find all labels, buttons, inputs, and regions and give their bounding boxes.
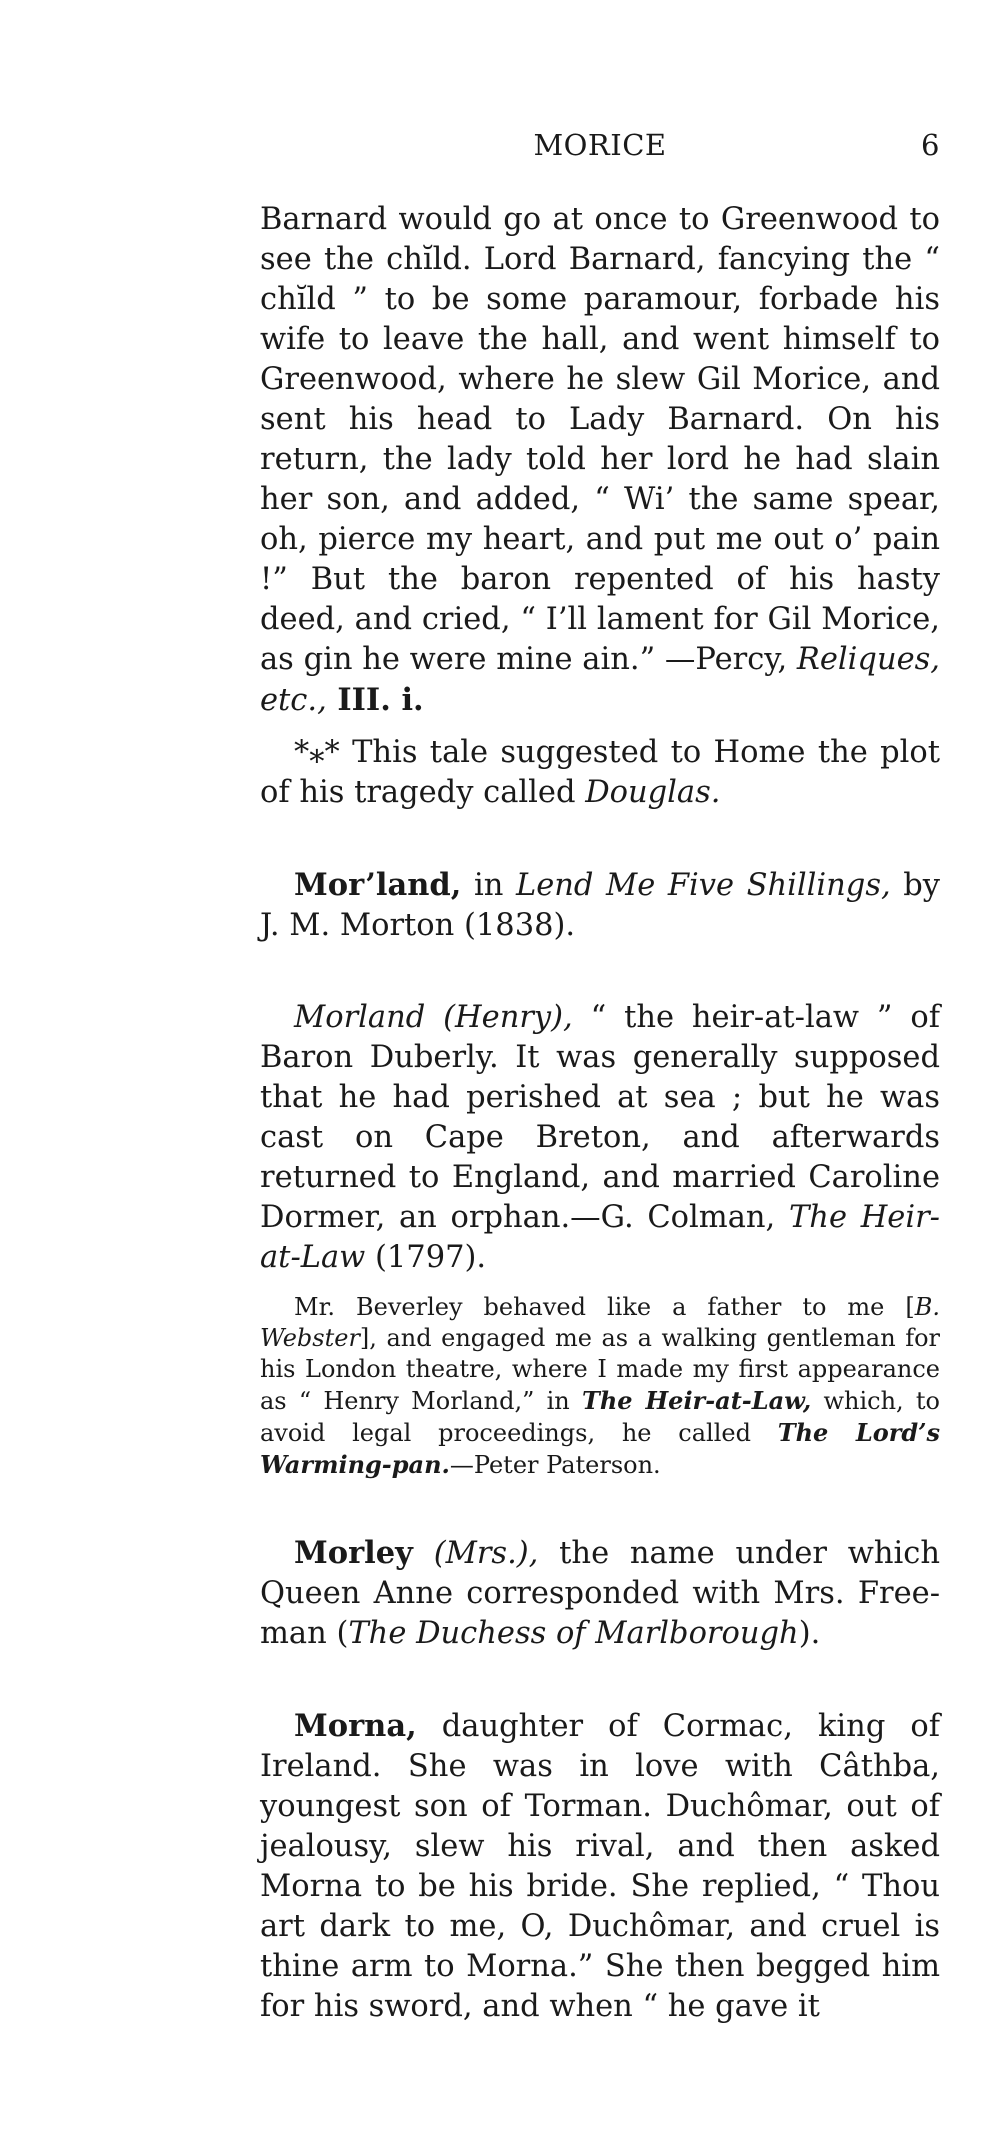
entry-text: the name under which Queen Anne corresponded with Mrs. Freeman ( [260, 1536, 940, 1651]
text-column [260, 200, 940, 2027]
running-head [260, 128, 940, 172]
page-number: 6 [921, 128, 940, 162]
entry-text: by J. M. Morton (1838). [260, 868, 940, 943]
entry-text: Barnard would go at once to Greenwood to see the chĭld. Lord Barnard, fancying the “ chĭld ” to be some paramour, forbade his wife to leave the hall, and went himself to Greenwood, where he slew Gil Morice, and sent his head to Lady Barnard. On his return, the lady told her lord he had slain her son, and added, “ Wi’ the same spear, oh, pierce my heart, and put me out o’ pain !” But the baron repented of his hasty deed, and cried, “ I’ll lament for Gil Morice, as gin he were mine ain.” —Percy, [260, 202, 940, 677]
quote-reference: B. Webster [260, 1293, 940, 1352]
entry-text: in [461, 868, 516, 903]
note-text: This tale suggested to Home the plot of his tragedy called [260, 735, 940, 810]
headword-qualifier: (Henry), [443, 1000, 573, 1035]
play-title: The Lord’s Warming-pan. [260, 1418, 940, 1479]
quote-text: which, to avoid legal proceedings, he called [260, 1387, 940, 1447]
source-reference: III. i. [326, 682, 424, 718]
quote-text: ], and engaged me as a walking gentleman for his London theatre, where I made my first appearance as “ Henry Morland,” in [260, 1324, 940, 1415]
headword: Mor’land, [294, 867, 462, 903]
headword: Morland [294, 1000, 426, 1035]
quote-text: Mr. Beverley behaved like a father to me [ [294, 1293, 915, 1321]
entry-morland-henry [260, 998, 940, 1278]
headword-qualifier: (Mrs.), [433, 1536, 539, 1571]
note-asterism: *⁎* [294, 735, 340, 770]
entry-morna [260, 1706, 940, 2027]
source-title: Reliques, etc., [260, 642, 940, 718]
entry-text: (1797). [365, 1240, 487, 1275]
running-title: MORICE [533, 128, 667, 162]
entry-gil-morice-continued [260, 200, 940, 721]
entry-morland [260, 865, 940, 946]
entry-note-douglas [260, 733, 940, 813]
play-title: The Heir-at-Law [260, 1200, 940, 1275]
quotation-peter-paterson [260, 1292, 940, 1481]
entry-text: daughter of Cormac, king of Ireland. She was in love with Câthba, youngest son of Torman. Duchômar, out of jealousy, slew his rival, and then asked Morna to be his bride. She replied, “ Thou art dark to me, O, Duchômar, and cruel is thine arm to Morna.” She then begged him for his sword, and when “ he gave it [260, 1709, 940, 2024]
entry-text: ). [798, 1616, 821, 1651]
play-title: The Heir-at-Law, [581, 1386, 812, 1415]
entry-text: “ the heir-at-law ” of Baron Duberly. It was generally supposed that he had perished at sea ; but he was cast on Cape Breton, and afterwards returned to England, and married Caroline Dormer, an orphan.—G. Colman, [260, 1000, 940, 1235]
entry-morley [260, 1533, 940, 1654]
play-title: Lend Me Five Shillings, [515, 868, 891, 903]
headword: Morley [294, 1535, 413, 1571]
headword: Morna, [294, 1708, 417, 1744]
quote-text: —Peter Paterson. [449, 1451, 661, 1479]
play-title: Douglas. [585, 775, 721, 810]
reference-title: The Duchess of Marlborough [348, 1616, 799, 1651]
